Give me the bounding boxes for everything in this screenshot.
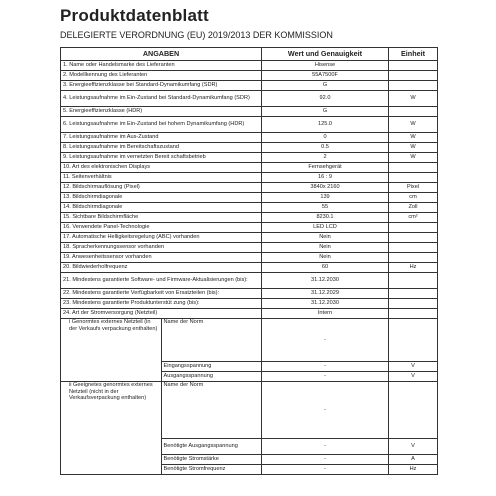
row-label: 1. Name oder Handelsmarke des Lieferanten [61,61,262,71]
row-value: 55 [262,203,389,213]
row-label: 21. Mindestens garantierte Software- und Firmware-Aktualisierungen (bis): [61,273,262,289]
row-value: 31.12.2030 [262,273,389,289]
table-row [61,299,438,309]
row-label: 20. Bildwiederholfrequenz [61,263,262,273]
row-label: 14. Bildschirmdiagonale [61,203,262,213]
table-row [61,233,438,243]
row-value: 16 : 9 [262,173,389,183]
row-label: 12. Bildschirmauflösung (Pixel) [61,183,262,193]
row-unit [389,173,438,183]
row-value: 92.0 [262,91,389,107]
row-unit [389,299,438,309]
sub-ii-name: Name der Norm [161,382,262,439]
sub-ii-name: Benötigte Stromstärke [161,455,262,465]
row-label: 3. Energieeffizienzklasse bei Standard-Dynamikumfang (SDR) [61,81,262,91]
row-value: Hisense [262,61,389,71]
table-row [61,153,438,163]
row-value: 3840x 2160 [262,183,389,193]
row-unit: Zoll [389,203,438,213]
table-row [61,173,438,183]
row-label: 15. Sichtbare Bildschirmfläche [61,213,262,223]
sub-ii-value: - [262,439,389,455]
table-row [61,203,438,213]
table-row [61,61,438,71]
table-row [61,243,438,253]
row-label: 5. Energieeffizienzklasse (HDR) [61,107,262,117]
column-header-einheit: Einheit [389,48,438,61]
row-unit [389,273,438,289]
datasheet-table [60,47,438,475]
table-row [61,289,438,299]
datasheet-page [60,6,438,475]
sub-ii-unit [389,382,438,439]
table-row [61,91,438,107]
table-row [61,143,438,153]
row-value: G [262,107,389,117]
row-label: 11. Seitenverhältnis [61,173,262,183]
row-unit: Hz [389,263,438,273]
row-value: 139 [262,193,389,203]
row-label: 23. Mindestens garantierte Produktunterstüt zung (bis): [61,299,262,309]
sub-i-value: - [262,372,389,382]
row-label: 10. Art des elektronischen Displays [61,163,262,173]
row-value: 2 [262,153,389,163]
sub-i-name: Name der Norm [161,319,262,362]
table-row [61,309,438,319]
sub-i-unit: V [389,372,438,382]
row-value: Nein [262,253,389,263]
row-unit: cm [389,193,438,203]
row-value: Nein [262,233,389,243]
table-row [61,81,438,91]
page-subtitle: DELEGIERTE VERORDNUNG (EU) 2019/2013 DER KOMMISSION [60,30,333,40]
row-label: 18. Spracherkennungssensor vorhanden [61,243,262,253]
row-unit [389,107,438,117]
sub-ii-value: - [262,382,389,439]
row-value: 8230.1 [262,213,389,223]
table-row [61,213,438,223]
sub-i-value: - [262,362,389,372]
sub-i-label: i Genormtes externes Netzteil (in der Verkaufs verpackung enthalten) [61,319,162,382]
table-row [61,193,438,203]
row-value: 55A7500F [262,71,389,81]
column-header-wert: Wert und Genauigkeit [262,48,389,61]
sub-ii-value: - [262,465,389,475]
row-unit [389,223,438,233]
row-label: 17. Automatische Helligkeitsregelung (ABC) vorhanden [61,233,262,243]
row-label: 22. Mindestens garantierte Verfügbarkeit von Ersatzteilen (bis): [61,289,262,299]
row-unit: W [389,143,438,153]
sub-i-unit: V [389,362,438,372]
row-unit [389,61,438,71]
sub-ii-label: ii Geeignetes genormtes externes Netzteil (nicht in der Verkaufsverpackung enthalten) [61,382,162,475]
table-row [61,117,438,133]
row-value: G [262,81,389,91]
row-value: Nein [262,243,389,253]
row-unit [389,253,438,263]
row-value: 125.0 [262,117,389,133]
row-label: 13. Bildschirmdiagonale [61,193,262,203]
table-row [61,133,438,143]
table-row [61,263,438,273]
sub-ii-unit: A [389,455,438,465]
row-value: LED LCD [262,223,389,233]
row-unit: W [389,153,438,163]
row-value: 60 [262,263,389,273]
row-label: 24. Art der Stromversorgung (Netzteil) [61,309,262,319]
row-unit: W [389,133,438,143]
row-value: 0.5 [262,143,389,153]
table-row [61,183,438,193]
page-title: Produktdatenblatt [60,6,209,25]
table-row [61,71,438,81]
sub-ii-name: Benötigte Ausgangsspannung [161,439,262,455]
row-label: 7. Leistungsaufnahme im Aus-Zustand [61,133,262,143]
row-label: 16. Verwendete Panel-Technologie [61,223,262,233]
row-unit: cm² [389,213,438,223]
row-unit: W [389,91,438,107]
row-value: Intern [262,309,389,319]
sub-i-row-norm [61,319,438,362]
row-label: 19. Anwesenheitssensor vorhanden [61,253,262,263]
row-label: 6. Leistungsaufnahme im Ein-Zustand bei hohem Dynamikumfang (HDR) [61,117,262,133]
sub-i-name: Ausgangsspannung [161,372,262,382]
column-header-angaben: ANGABEN [61,48,262,61]
table-header-row [61,48,438,61]
table-row [61,223,438,233]
row-label: 4. Leistungsaufnahme im Ein-Zustand bei Standard-Dynamikumfang (SDR) [61,91,262,107]
table-row [61,163,438,173]
sub-ii-unit: Hz [389,465,438,475]
row-unit [389,81,438,91]
row-value: 31.12.2029 [262,289,389,299]
row-unit: W [389,117,438,133]
row-unit [389,309,438,319]
sub-i-name: Eingangsspannung [161,362,262,372]
table-row [61,107,438,117]
sub-ii-value: - [262,455,389,465]
row-unit [389,289,438,299]
sub-ii-unit: V [389,439,438,455]
sub-ii-row-norm [61,382,438,439]
sub-ii-name: Benötigte Stromfrequenz [161,465,262,475]
row-value: Fernsehgerät [262,163,389,173]
sub-i-value: - [262,319,389,362]
row-unit [389,163,438,173]
row-label: 8. Leistungsaufnahme im Bereitschaftszustand [61,143,262,153]
row-value: 0 [262,133,389,143]
row-unit [389,71,438,81]
row-unit [389,243,438,253]
row-unit: Pixel [389,183,438,193]
row-unit [389,233,438,243]
table-row [61,273,438,289]
sub-i-unit [389,319,438,362]
row-label: 2. Modellkennung des Lieferanten [61,71,262,81]
row-value: 31.12.2030 [262,299,389,309]
table-row [61,253,438,263]
row-label: 9. Leistungsaufnahme im vernetzten Bereit schaftsbetrieb [61,153,262,163]
